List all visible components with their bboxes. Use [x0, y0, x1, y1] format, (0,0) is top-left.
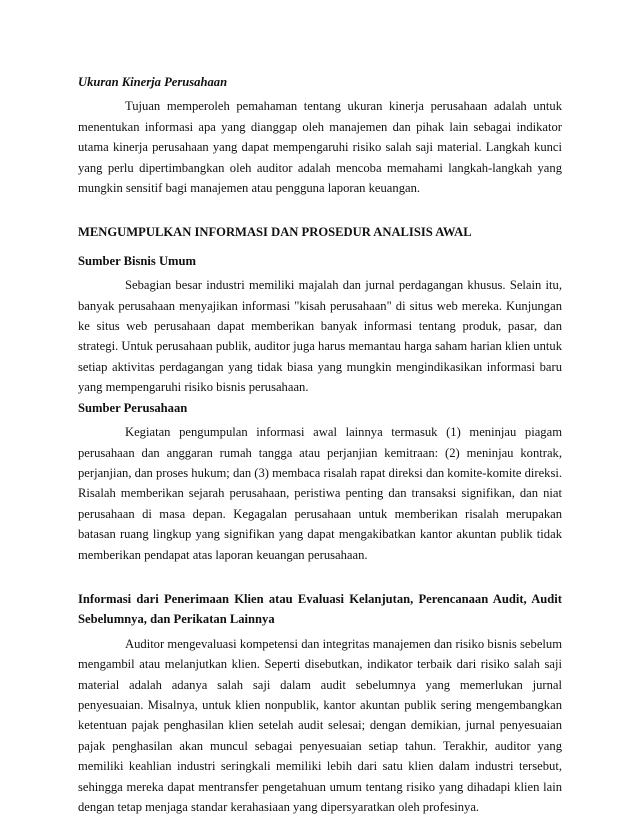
section-heading-sumber-bisnis-umum: Sumber Bisnis Umum: [78, 253, 197, 268]
paragraph-informasi-penerimaan-klien: Auditor mengevaluasi kompetensi dan integritas manajemen dan risiko bisnis sebelum mengambil atau melanjutkan klien. Seperti disebutkan, indikator terbaik dari risiko salah saji material adalah adanya salah saji dalam audit sebelumnya yang memerlukan jurnal penyesuaian. Misalnya, untuk klien nonpublik, kantor akuntan publik sering mengembangkan ketentuan pajak penghasilan klien setelah audit selesai; dengan demikian, jurnal penyesuaian pajak penghasilan akan muncul sebagai penyesuaian setiap tahun. Terakhir, auditor yang memiliki keahlian industri seringkali memiliki lebih dari satu klien dalam industri tersebut, sehingga mereka dapat mentransfer pengetahuan umum tentang risiko yang dihadapi klien lain dengan tetap menjaga standar kerahasiaan yang dipersyaratkan oleh profesinya.: [78, 636, 562, 814]
paragraph-sumber-perusahaan: Kegiatan pengumpulan informasi awal lainnya termasuk (1) meninjau piagam perusahaan dan anggaran rumah tangga atau perjanjian kemitraan: (2) meninjau kontrak, perjanjian, dan proses hukum; dan (3) membaca risalah rapat direksi dan komite-komite direksi. Risalah memberikan sejarah perusahaan, peristiwa penting dan transaksi signifikan, dan niat perusahaan di masa depan. Kegagalan perusahaan untuk memberikan risalah merupakan batasan ruang lingkup yang signifikan yang dapat mengakibatkan kantor akuntan publik tidak memberikan pendapat atas laporan keuangan perusahaan.: [78, 425, 563, 562]
section-heading-informasi-penerimaan-klien: Informasi dari Penerimaan Klien atau Evaluasi Kelanjutan, Perencanaan Audit, Audit Sebelumnya, dan Perikatan Lainnya: [78, 591, 562, 627]
chapter-heading-mengumpulkan-informasi: MENGUMPULKAN INFORMASI DAN PROSEDUR ANALISIS AWAL: [78, 225, 472, 240]
paragraph-sumber-bisnis-umum: Sebagian besar industri memiliki majalah dan jurnal perdagangan khusus. Selain itu, banyak perusahaan menyajikan informasi "kisah perusahaan" di situs web mereka. Kunjungan ke situs web perusahaan dapat memberikan banyak informasi tentang produk, pasar, dan strategi. Untuk perusahaan publik, auditor juga harus memantau harga saham harian klien untuk setiap aktivitas perdagangan yang tidak biasa yang mungkin mengindikasikan informasi baru yang mempengaruhi risiko bisnis perusahaan.: [78, 278, 562, 395]
section-heading-sumber-perusahaan: Sumber Perusahaan: [78, 400, 188, 415]
section-heading-ukuran-kinerja: Ukuran Kinerja Perusahaan: [78, 75, 228, 89]
document-page: [78, 72, 562, 817]
paragraph-ukuran-kinerja: Tujuan memperoleh pemahaman tentang ukuran kinerja perusahaan adalah untuk menentukan informasi apa yang dianggap oleh manajemen dan pihak lain sebagai indikator utama kinerja perusahaan yang dapat mempengaruhi risiko salah saji material. Langkah kunci yang perlu dipertimbangkan oleh auditor adalah mencoba memahami langkah-langkah yang mungkin sensitif bagi manajemen atau pengguna laporan keuangan.: [78, 99, 562, 196]
